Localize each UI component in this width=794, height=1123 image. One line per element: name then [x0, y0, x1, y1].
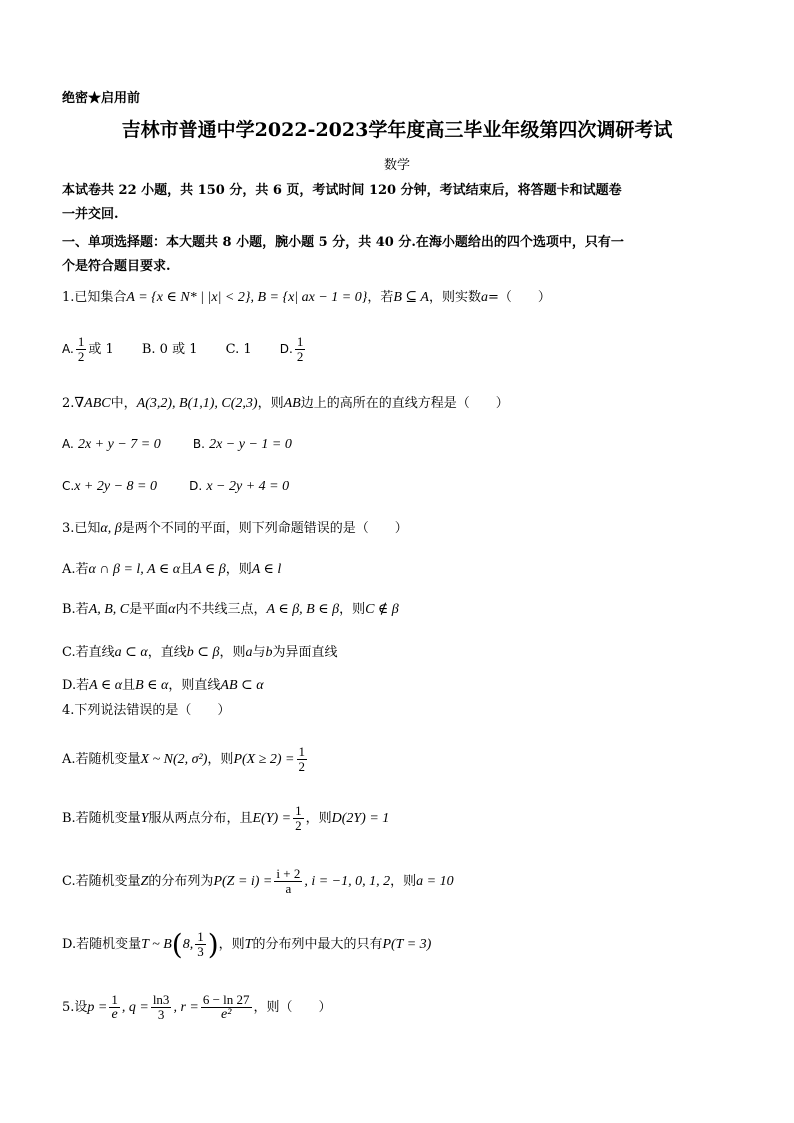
q2-triangle: ∇ABC: [74, 396, 111, 411]
q4-option-d: D.若随机变量T ~ B(8, $\frac{1}{3}$ )，则T的分布列中最大的只有P(T = 3): [62, 927, 432, 961]
q1-end: =（ ）: [487, 290, 551, 305]
section-heading-2: 个是符合题目要求.: [62, 259, 171, 274]
q1-option-d: D. $\frac{1}{2}$: [279, 334, 304, 364]
q2-points: A(3,2), B(1,1), C(2,3): [136, 396, 258, 411]
intro-line-1: 本试卷共 22 小题，共 150 分，共 6 页，考试时间 120 分钟，考试结束后，将答题卡和试题卷: [62, 183, 622, 198]
q2-option-c: C.x + 2y − 8 = 0: [62, 479, 157, 494]
close-paren: ): [207, 927, 219, 961]
q1-subset: B ⊆ A: [393, 290, 429, 305]
subject-label: 数学: [383, 158, 410, 173]
q3-option-b: B.若A, B, C是平面α内不共线三点，A ∈ β, B ∈ β，则C ∉ β: [62, 602, 399, 617]
q3-option-c: C.若直线a ⊂ α，直线b ⊂ β，则a与b为异面直线: [62, 645, 338, 660]
section-heading-1: 一、单项选择题：本大题共 8 小题，腕小题 5 分，共 40 分.在海小题给出的四个选项中，只有一: [62, 235, 624, 250]
q4-option-a: A.若随机变量X ~ N(2, σ²)，则P(X ≥ 2) = $\frac{1}{2}$: [62, 744, 305, 774]
q2-option-a: A. 2x + y − 7 = 0: [62, 437, 161, 452]
question-3-stem: 3.已知α, β是两个不同的平面，则下列命题错误的是（ ）: [62, 521, 408, 536]
question-1-stem: [62, 289, 551, 307]
q3-option-a: A.若α ∩ β = l, A ∈ α且A ∈ β，则A ∈ l: [62, 562, 282, 577]
q2-option-d: D. x − 2y + 4 = 0: [189, 479, 290, 494]
q1-sets: A = {x ∈ N* | |x| < 2}, B = {x| ax − 1 = 0}: [126, 290, 368, 305]
question-2-stem: 2.∇ABC中，A(3,2), B(1,1), C(2,3)，则AB边上的高所在的直线方程是（ ）: [62, 396, 509, 411]
question-1-options: [62, 335, 307, 364]
q2-option-b: B. 2x − y − 1 = 0: [192, 437, 292, 452]
question-2-options-cd: [62, 477, 289, 496]
q1-prefix: 1.已知集合: [62, 290, 127, 305]
q4-option-c: C.若随机变量Z的分布列为P(Z = i) = $\frac{i + 2}{a}$ , i = −1, 0, 1, 2，则a = 10: [62, 866, 454, 896]
q1-var: a: [480, 290, 488, 305]
intro-line-2: 一并交回.: [62, 207, 119, 222]
q1-option-a: A. $\frac{1}{2}$ 或 1: [62, 334, 114, 364]
exam-title: 吉林市普通中学2022-2023学年度高三毕业年级第四次调研考试: [121, 119, 673, 141]
confidential-mark: 绝密★启用前: [62, 91, 141, 106]
q3-option-d: D.若A ∈ α且B ∈ α，则直线AB ⊂ α: [62, 678, 264, 693]
q1-option-b: B. 0 或 1: [141, 342, 198, 357]
q1-suffix: ，则实数: [428, 290, 481, 305]
q1-option-c: C. 1: [225, 342, 252, 357]
question-2-options-ab: [62, 435, 292, 454]
q1-mid: ，若: [367, 290, 394, 305]
q4-option-b: B.若随机变量Y服从两点分布，且E(Y) = $\frac{1}{2}$ ，则D(2Y) = 1: [62, 803, 390, 833]
question-5-stem: 5.设p = $\frac{1}{e}$ , q = $\frac{\ln 3}{3}$ , r = $\frac{6 - \ln 27}{\text{e²}}$ ，则（ ）: [62, 992, 332, 1022]
open-paren: (: [171, 927, 183, 961]
question-4-stem: 4.下列说法错误的是（ ）: [62, 703, 231, 718]
